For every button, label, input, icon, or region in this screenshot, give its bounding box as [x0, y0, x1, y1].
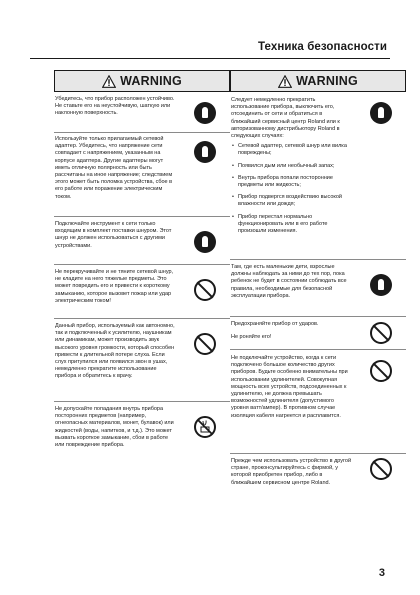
warning-entry	[230, 260, 406, 317]
prohibition-icon	[194, 333, 216, 355]
prohibition-icon	[370, 458, 392, 480]
prohibition-icon	[370, 322, 392, 344]
prohibition-icon	[370, 360, 392, 382]
list-item: • Прибор подвергся воздействию высокой влажности или дождя;	[231, 194, 353, 208]
warning-paragraph: Следует немедленно прекратить использование прибора, выключить его, отсоединить от сети и обратиться в ближайший сервисный центр Roland или к авторизованному дистрибьютору Roland в следующих случаях:	[231, 97, 340, 140]
page-title: Техника безопасности	[257, 41, 387, 53]
warning-text: Не перекручивайте и не тяните сетевой шнур, не кладите на него тяжелые предметы. Это может повредить его и привести к короткому замыканию, которое вызовет пожар или удар электрическим током!	[55, 269, 174, 304]
list-item: • Прибор перестал нормально функционировать или в его работе произошли изменения.	[231, 214, 353, 236]
warning-text: Не подключайте устройство, когда к сети подключено большое количество других приборов. Будьте особенно внимательны при использовании удлинителей. Совокупная мощность всех устройств, подсоединенных к удлинителю, не должна превышать возможностей удлинителя (допустимого уровня ватт/ампер). В противном случае изоляция кабеля нагреется и расплавится.	[231, 355, 348, 419]
warning-text	[231, 97, 353, 240]
mandatory-icon	[194, 231, 216, 253]
page-number: 3	[378, 567, 385, 579]
warning-text: Данный прибор, используемый как автономно, так и подключенный к усилителю, наушникам или динамикам, может производить звук высокого уровня громкости, который способен привести к длительной потере слуха. Если слух притупился или появился звон в ушах, немедленно прекратите использование прибора и обратитесь к врачу.	[55, 323, 175, 380]
warning-entry	[230, 350, 406, 454]
warning-text: Убедитесь, что прибор расположен устойчиво. Не ставьте его на неустойчивую, шаткую или наклонную поверхность.	[55, 96, 175, 117]
warning-label: WARNING	[120, 74, 182, 88]
mandatory-icon	[370, 102, 392, 124]
right-warning-column	[230, 70, 406, 504]
warning-triangle-icon	[278, 75, 292, 88]
list-item: • Появился дым или необычный запах;	[231, 163, 353, 170]
warning-paragraph: Не роняйте его!	[231, 334, 272, 341]
list-item: • Сетевой адаптер, сетевой шнур или вилка повреждены;	[231, 143, 353, 157]
warning-paragraph: Предохраняйте прибор от ударов.	[231, 321, 319, 327]
warning-header	[230, 70, 406, 92]
warning-triangle-icon	[102, 75, 116, 88]
warning-entry	[54, 133, 230, 217]
condition-list	[231, 143, 353, 235]
prohibition-icon	[194, 279, 216, 301]
mandatory-icon	[194, 141, 216, 163]
mandatory-icon	[194, 102, 216, 124]
mandatory-icon	[370, 274, 392, 296]
warning-entry	[54, 265, 230, 319]
warning-entry	[230, 454, 406, 504]
warning-text: Не допускайте попадания внутрь прибора посторонних предметов (например, огнеопасных материалов, монет, булавок) или жидкостей (воды, напитков, и т.д.). Это может вызвать короткое замыкание, сбои в работе или повреждение прибора.	[55, 406, 174, 449]
no-liquid-on-product-icon	[194, 416, 216, 438]
list-item: • Внутрь прибора попали посторонние предметы или жидкость;	[231, 175, 353, 189]
warning-entry	[54, 217, 230, 265]
warning-entry	[54, 402, 230, 482]
warning-entry	[230, 94, 406, 260]
warning-text	[231, 321, 353, 341]
warning-text: Подключайте инструмент к сети только входящим в комплект поставки шнуром. Этот шнур не должен использоваться с другими устройствами.	[55, 221, 172, 249]
warning-text: Используйте только прилагаемый сетевой адаптер. Убедитесь, что напряжение сети совпадает с напряжением, указанным на корпусе адаптера. Другие адаптеры могут иметь отличную полярность или быть рассчитаны на иное напряжение; следствием этого может быть поломка устройства, сбое в его работе или поражение электрическим током.	[55, 136, 173, 200]
warning-entry	[54, 94, 230, 133]
warning-label: WARNING	[296, 74, 358, 88]
warning-entry	[230, 317, 406, 350]
warning-text: Там, где есть маленькие дети, взрослые должны наблюдать за ними до тех пор, пока ребенок не будет в состоянии соблюдать все правила, необходимые для безопасной эксплуатации прибора.	[231, 264, 347, 299]
left-warning-column	[54, 70, 230, 482]
title-rule	[30, 58, 390, 59]
warning-header	[54, 70, 230, 92]
warning-entry	[54, 319, 230, 402]
warning-text: Прежде чем использовать устройство в другой стране, проконсультируйтесь с фирмой, у которой приобретен прибор, либо в ближайшем сервисном центре Roland.	[231, 458, 352, 486]
